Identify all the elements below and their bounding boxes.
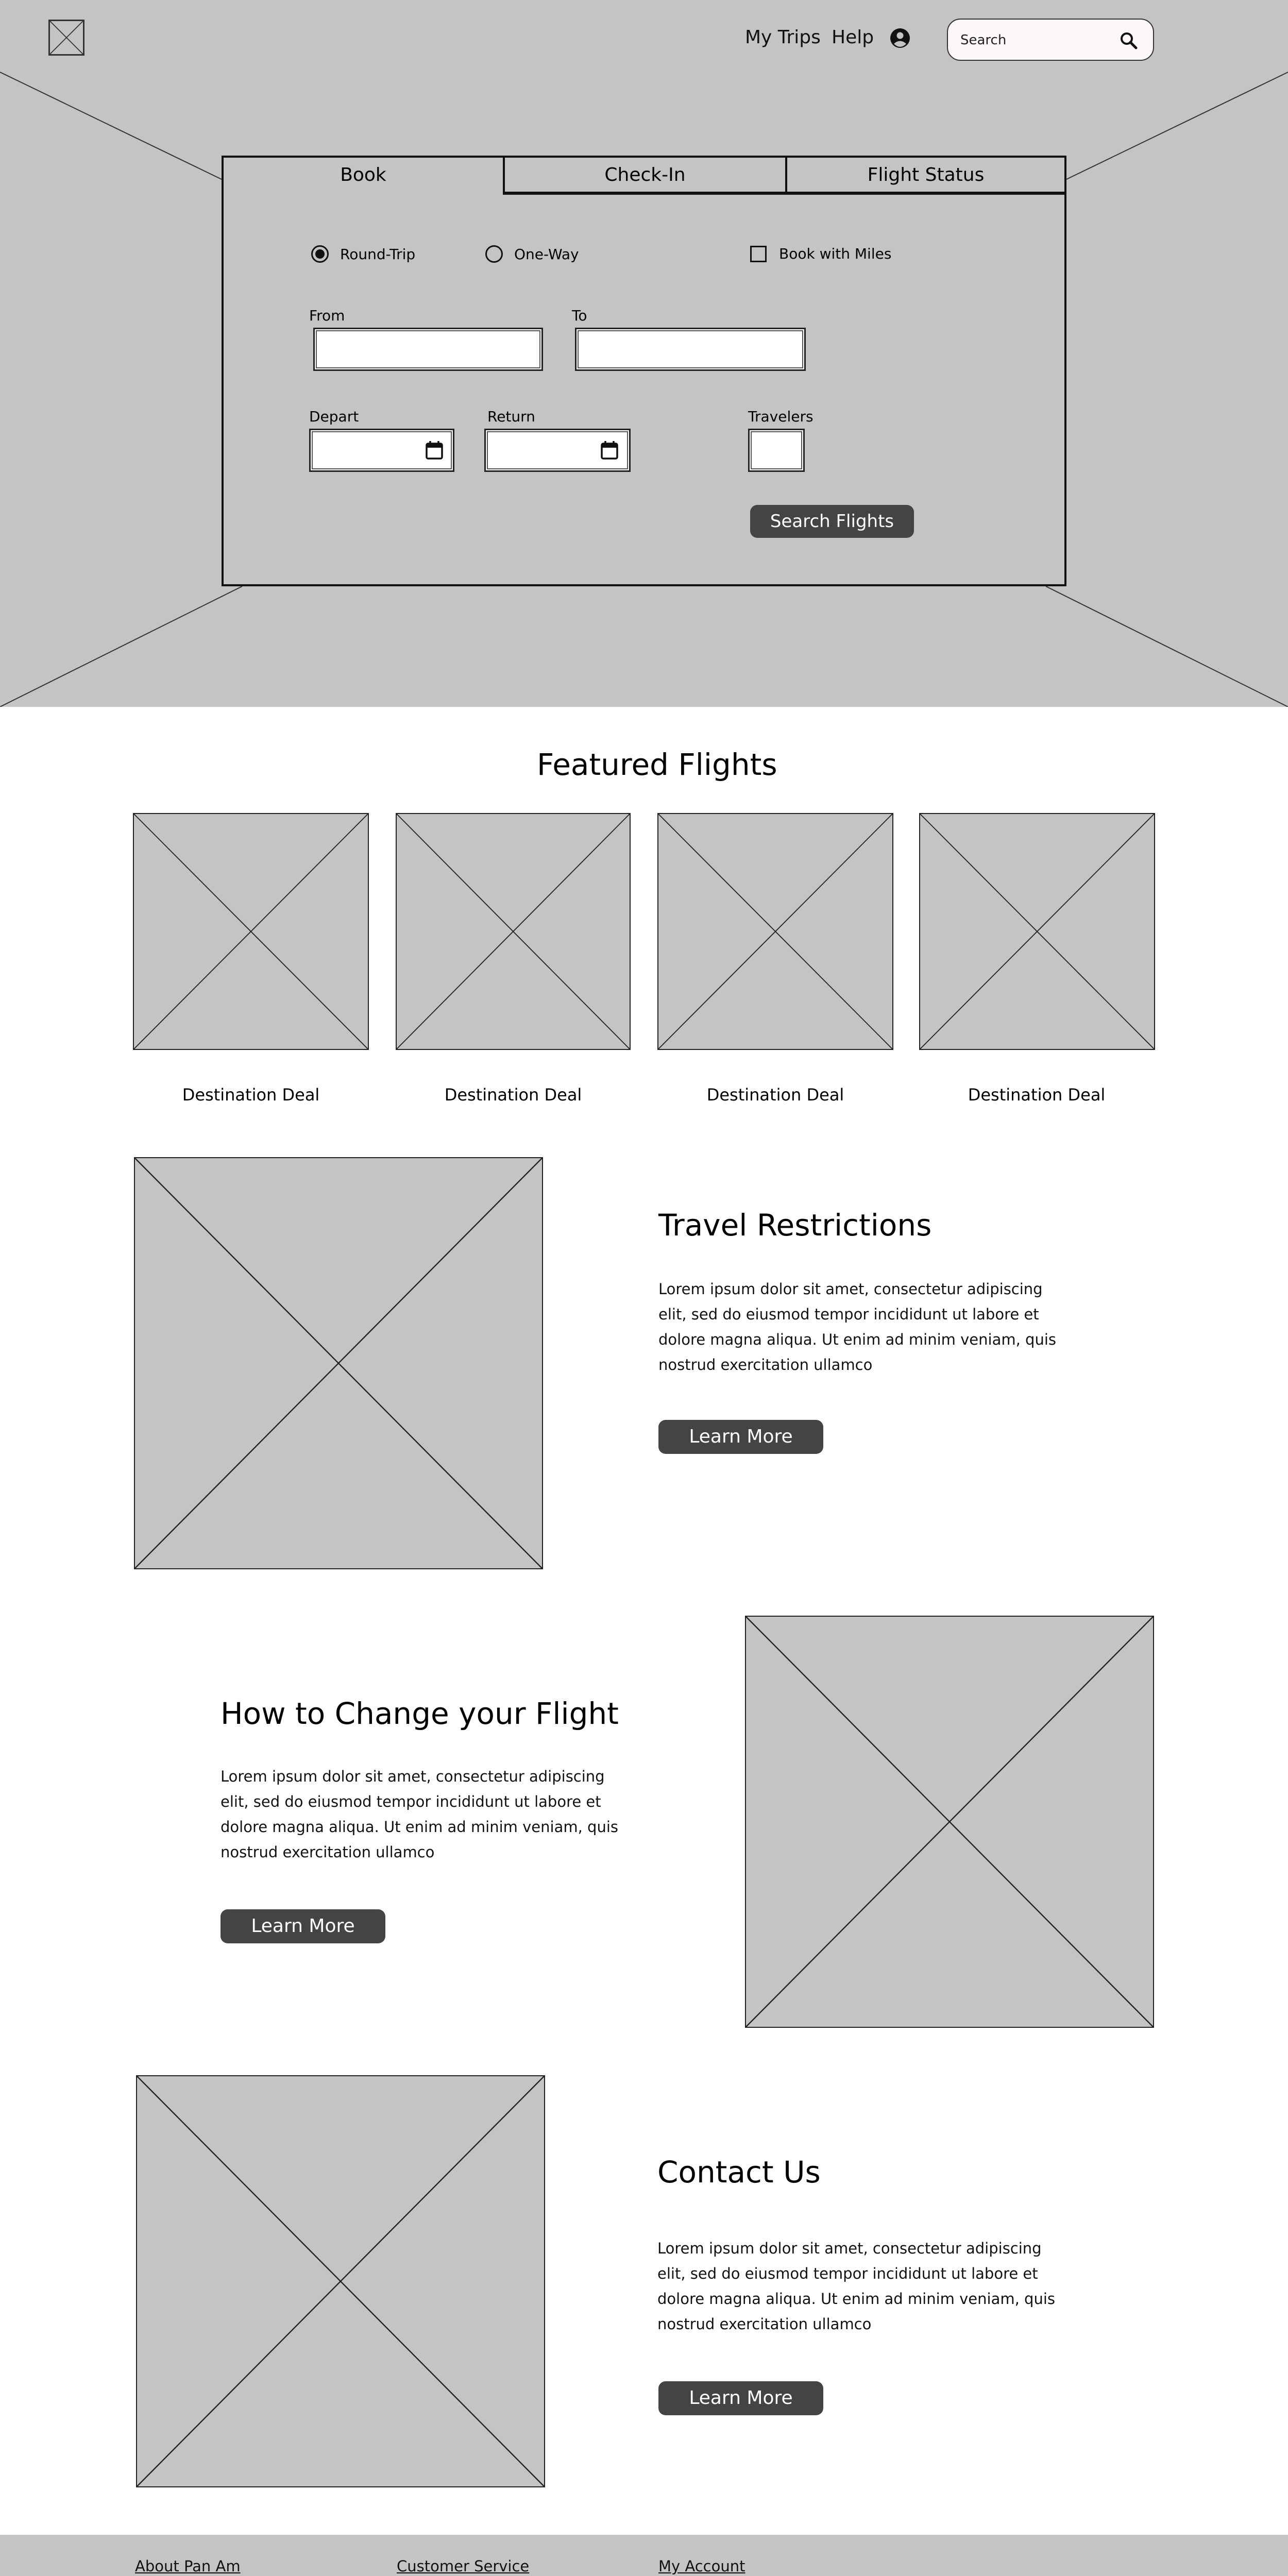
contact-us-title: Contact Us [657,2155,821,2190]
travel-restrictions-image [134,1157,543,1569]
search-flights-button[interactable]: Search Flights [750,505,914,538]
hero-section [0,0,1288,707]
deal-image-4[interactable] [919,813,1155,1050]
book-with-miles-checkbox[interactable] [750,245,891,262]
contact-us-image [136,2075,545,2487]
to-label: To [572,307,587,324]
travelers-field [748,429,805,472]
tab-flight-status[interactable]: Flight Status [785,158,1064,195]
round-trip-label: Round-Trip [340,245,416,263]
one-way-label: One-Way [514,245,579,263]
booking-panel [222,156,1066,586]
deal-label[interactable]: Destination Deal [968,1085,1106,1105]
deal-image-1[interactable] [133,813,369,1050]
change-flight-learn-more-button[interactable]: Learn More [221,1909,385,1943]
one-way-radio[interactable] [485,245,579,263]
from-label: From [309,307,345,324]
depart-label: Depart [309,408,359,425]
change-flight-title: How to Change your Flight [221,1696,619,1731]
depart-field [309,429,454,472]
deal-label[interactable]: Destination Deal [706,1085,844,1105]
footer-column-customer-service [397,2558,529,2576]
to-input[interactable] [577,329,804,369]
from-field [313,328,543,371]
footer-heading-about[interactable]: About Pan Am [135,2557,241,2575]
footer-heading-my-account[interactable]: My Account [658,2557,745,2575]
deal-image-2[interactable] [396,813,631,1050]
checkbox-icon [750,246,767,262]
travel-restrictions-learn-more-button[interactable]: Learn More [658,1420,823,1454]
deal-label[interactable]: Destination Deal [182,1085,320,1105]
search-bar [947,19,1154,61]
radio-unselected-icon [485,245,503,263]
change-flight-image [745,1616,1154,2028]
round-trip-radio[interactable] [311,245,415,263]
deal-image-3[interactable] [657,813,893,1050]
footer-heading-customer-service[interactable]: Customer Service [397,2557,530,2575]
contact-us-body: Lorem ipsum dolor sit amet, consectetur adipiscing elit, sed do eiusmod tempor incididunt ut labore et dolore magna aliqua. Ut enim ad minim veniam, quis nostrud exercitation ullamco [657,2240,1055,2333]
deal-label[interactable]: Destination Deal [444,1085,582,1105]
travel-restrictions-body: Lorem ipsum dolor sit amet, consectetur adipiscing elit, sed do eiusmod tempor incididunt ut labore et dolore magna aliqua. Ut enim ad minim veniam, quis nostrud exercitation ullamco [658,1280,1056,1374]
calendar-icon[interactable] [425,440,444,460]
calendar-icon[interactable] [600,440,619,460]
footer-column-my-account [658,2558,790,2576]
radio-selected-icon [311,245,329,263]
footer [0,2535,1288,2576]
footer-column-about [135,2558,241,2576]
logo-icon[interactable] [48,20,84,56]
travelers-input[interactable] [750,430,803,470]
return-label: Return [487,408,535,425]
featured-flights-title: Featured Flights [537,747,777,782]
tab-check-in[interactable]: Check-In [503,158,785,195]
user-icon[interactable] [890,28,910,48]
nav-help[interactable]: Help [832,27,874,48]
search-input[interactable] [960,30,1115,50]
contact-us-learn-more-button[interactable]: Learn More [658,2381,823,2415]
book-with-miles-label: Book with Miles [779,245,892,262]
from-input[interactable] [315,329,541,369]
nav-my-trips[interactable]: My Trips [745,27,821,48]
travel-restrictions-title: Travel Restrictions [658,1208,932,1243]
return-field [484,429,631,472]
change-flight-body: Lorem ipsum dolor sit amet, consectetur adipiscing elit, sed do eiusmod tempor incididunt ut labore et dolore magna aliqua. Ut enim ad minim veniam, quis nostrud exercitation ullamco [221,1768,618,1861]
tab-book[interactable]: Book [340,164,386,185]
to-field [575,328,806,371]
travelers-label: Travelers [748,408,814,425]
search-icon[interactable] [1118,30,1140,52]
